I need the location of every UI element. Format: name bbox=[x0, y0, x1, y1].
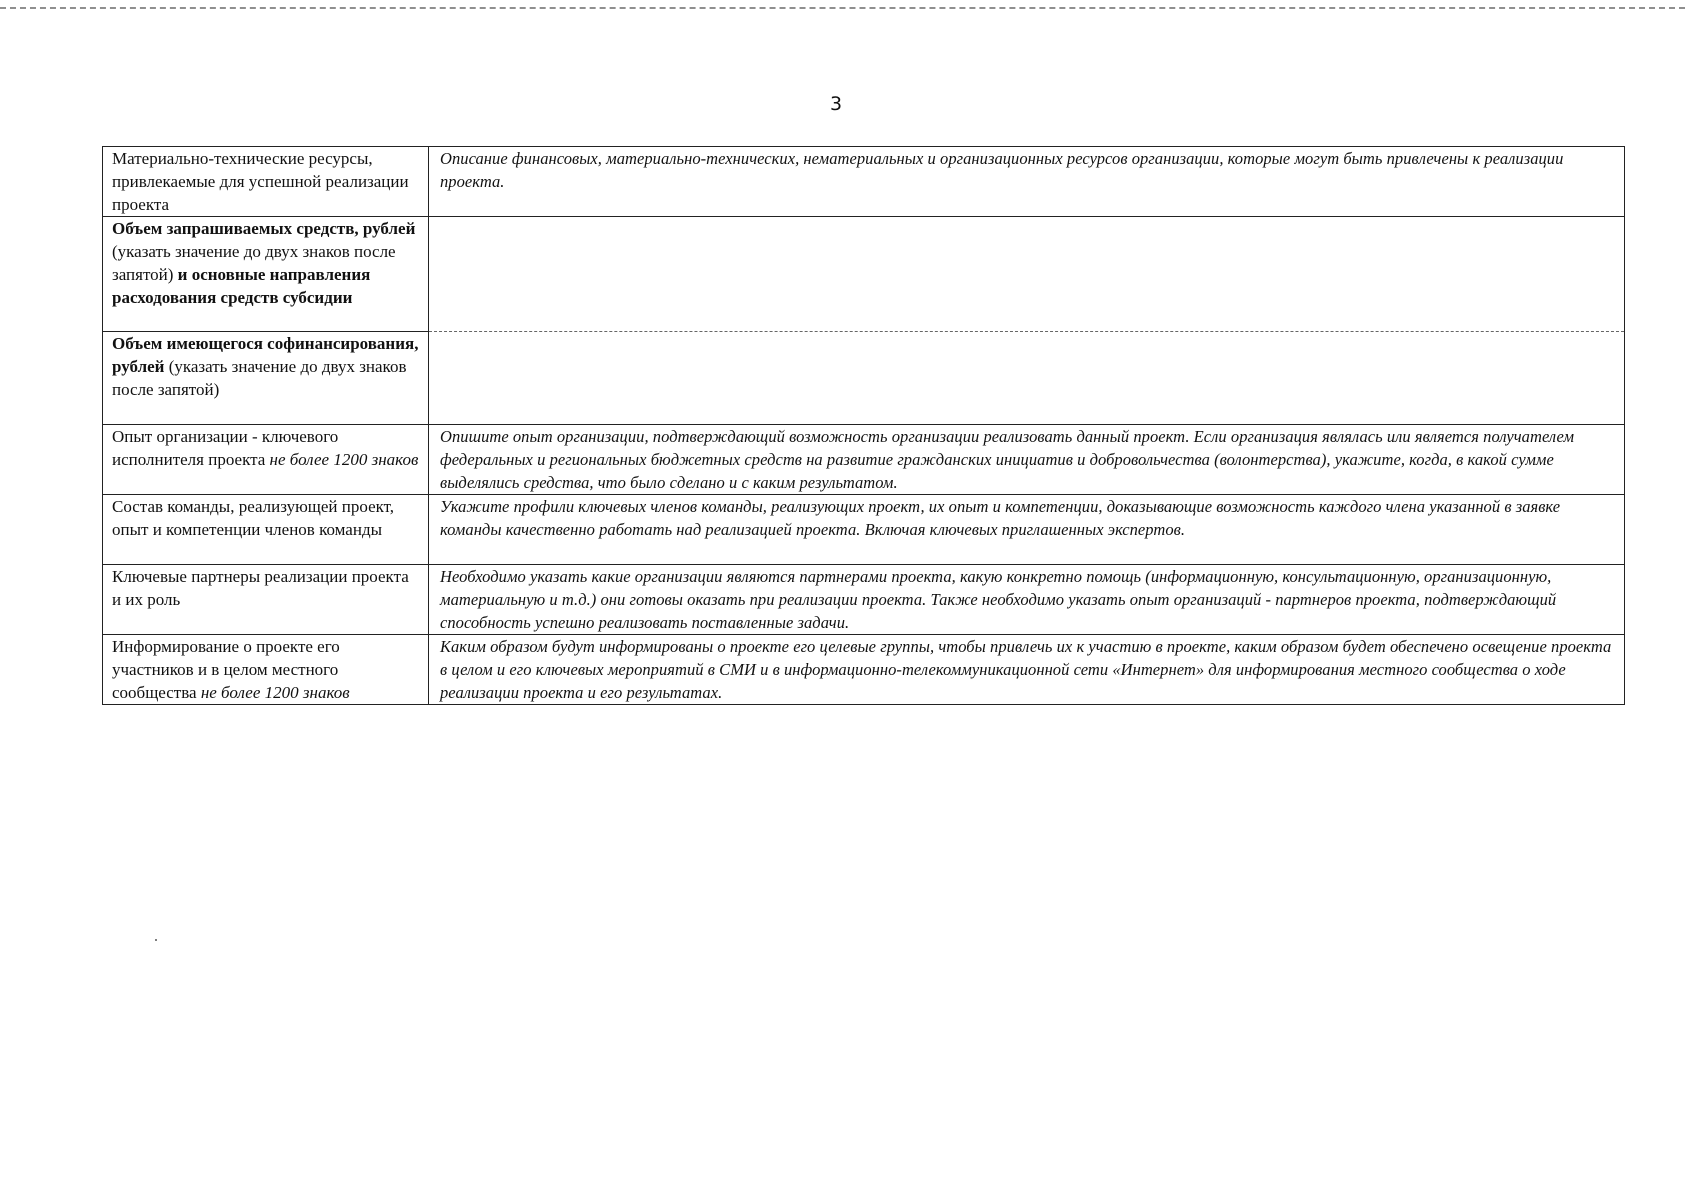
label-material-resources: Материально-технические ресурсы, привлекаемые для успешной реализации проекта bbox=[103, 147, 429, 217]
table-row-requested-funds bbox=[103, 217, 1625, 332]
table-row-organization-experience bbox=[103, 425, 1625, 495]
label-requested-funds bbox=[103, 217, 429, 332]
label-requested-funds-bold-1: Объем запрашиваемых средств, рублей bbox=[112, 219, 416, 238]
field-partners[interactable]: Необходимо указать какие организации являются партнерами проекта, какую конкретно помощь (информационную, консультационную, организационную, материальную и т.д.) они готовы оказать при реализации проекта. Также необходимо указать опыт организаций - партнеров проекта, подтверждающий способность успешно реализовать поставленные задачи. bbox=[429, 565, 1625, 635]
field-team[interactable]: Укажите профили ключевых членов команды, реализующих проект, их опыт и компетенции, доказывающие возможность каждого члена указанной в заявке команды качественно работать над реализацией проекта. Включая ключевых приглашенных экспертов. bbox=[429, 495, 1625, 565]
field-requested-funds[interactable] bbox=[429, 217, 1625, 332]
table-row-material-resources bbox=[103, 147, 1625, 217]
application-form-table bbox=[102, 146, 1625, 705]
table-row-cofinancing bbox=[103, 332, 1625, 425]
field-informing[interactable]: Каким образом будут информированы о проекте его целевые группы, чтобы привлечь их к участию в проекте, каким образом будет обеспечено освещение проекта в целом и его ключевых мероприятий в СМИ и в информационно-телекоммуникационной сети «Интернет» для информирования местного сообщества о ходе реализации проекта и его результатах. bbox=[429, 635, 1625, 705]
label-team: Состав команды, реализующей проект, опыт и компетенции членов команды bbox=[103, 495, 429, 565]
label-informing bbox=[103, 635, 429, 705]
label-partners: Ключевые партнеры реализации проекта и их роль bbox=[103, 565, 429, 635]
table-row-partners bbox=[103, 565, 1625, 635]
label-organization-experience bbox=[103, 425, 429, 495]
label-informing-text: Информирование о проекте его участников и в целом местного сообщества bbox=[112, 637, 340, 702]
label-organization-experience-limit: не более 1200 знаков bbox=[269, 450, 419, 469]
field-cofinancing[interactable] bbox=[429, 332, 1625, 425]
label-informing-limit: не более 1200 знаков bbox=[200, 683, 350, 702]
field-organization-experience[interactable]: Опишите опыт организации, подтверждающий возможность организации реализовать данный проект. Если организация являлась или является получателем федеральных и региональных бюджетных средств на развитие гражданских инициатив и добровольчества (волонтерства), укажите, когда, в какой сумме выделялись средства, что было сделано и с каким результатом. bbox=[429, 425, 1625, 495]
label-organization-experience-text: Опыт организации - ключевого исполнителя проекта bbox=[112, 427, 339, 469]
table-row-informing bbox=[103, 635, 1625, 705]
field-material-resources[interactable]: Описание финансовых, материально-технических, нематериальных и организационных ресурсов организации, которые могут быть привлечены к реализации проекта. bbox=[429, 147, 1625, 217]
label-cofinancing bbox=[103, 332, 429, 425]
label-requested-funds-bold-2: и основные направления расходования средств субсидии bbox=[112, 265, 371, 307]
label-cofinancing-normal: (указать значение до двух знаков после запятой) bbox=[112, 357, 407, 399]
scan-edge-line bbox=[0, 7, 1685, 12]
table-row-team bbox=[103, 495, 1625, 565]
label-cofinancing-bold: Объем имеющегося софинансирования, рублей bbox=[112, 334, 419, 376]
page-number: 3 bbox=[829, 93, 843, 115]
label-requested-funds-normal: (указать значение до двух знаков после запятой) bbox=[112, 242, 396, 284]
scan-speck bbox=[155, 939, 157, 941]
